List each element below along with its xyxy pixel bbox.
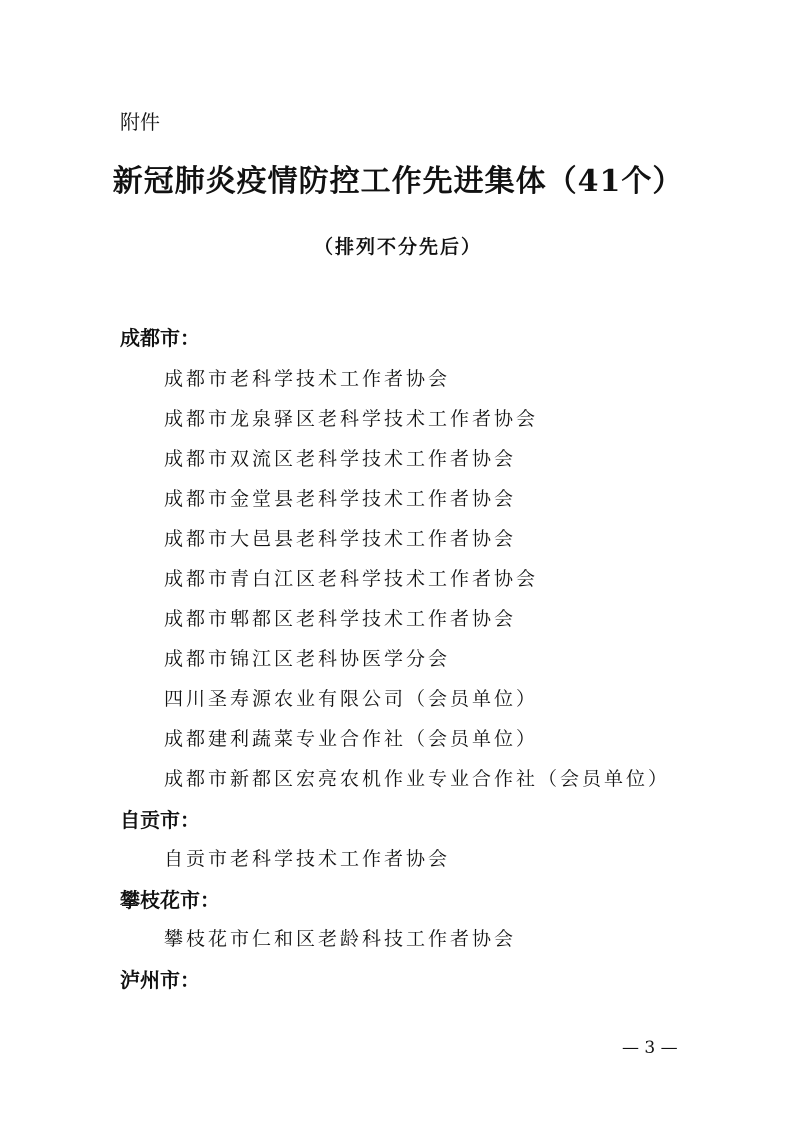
list-item: 自贡市老科学技术工作者协会 (164, 848, 451, 870)
attachment-label: 附件 (120, 110, 160, 134)
document-title: 新冠肺炎疫情防控工作先进集体（41个） (112, 164, 684, 199)
list-item: 成都市龙泉驿区老科学技术工作者协会 (164, 408, 539, 430)
list-item: 成都市双流区老科学技术工作者协会 (164, 448, 517, 470)
list-item: 成都市金堂县老科学技术工作者协会 (164, 488, 517, 510)
city-heading-panzhihua: 攀枝花市： (120, 888, 220, 912)
list-item: 成都市锦江区老科协医学分会 (164, 648, 451, 670)
page-number: — 3 — (622, 1038, 678, 1058)
list-item: 攀枝花市仁和区老龄科技工作者协会 (164, 928, 517, 950)
city-heading-chengdu: 成都市： (120, 326, 200, 350)
list-item: 成都市大邑县老科学技术工作者协会 (164, 528, 517, 550)
list-item: 四川圣寿源农业有限公司（会员单位） (164, 688, 539, 710)
list-item: 成都市老科学技术工作者协会 (164, 368, 451, 390)
list-item: 成都建利蔬菜专业合作社（会员单位） (164, 728, 539, 750)
city-heading-luzhou: 泸州市： (120, 968, 200, 992)
list-item: 成都市青白江区老科学技术工作者协会 (164, 568, 539, 590)
list-item: 成都市新都区宏亮农机作业专业合作社（会员单位） (164, 768, 671, 790)
document-subtitle: （排列不分先后） (313, 236, 482, 258)
city-heading-zigong: 自贡市： (120, 808, 200, 832)
list-item: 成都市郫都区老科学技术工作者协会 (164, 608, 517, 630)
